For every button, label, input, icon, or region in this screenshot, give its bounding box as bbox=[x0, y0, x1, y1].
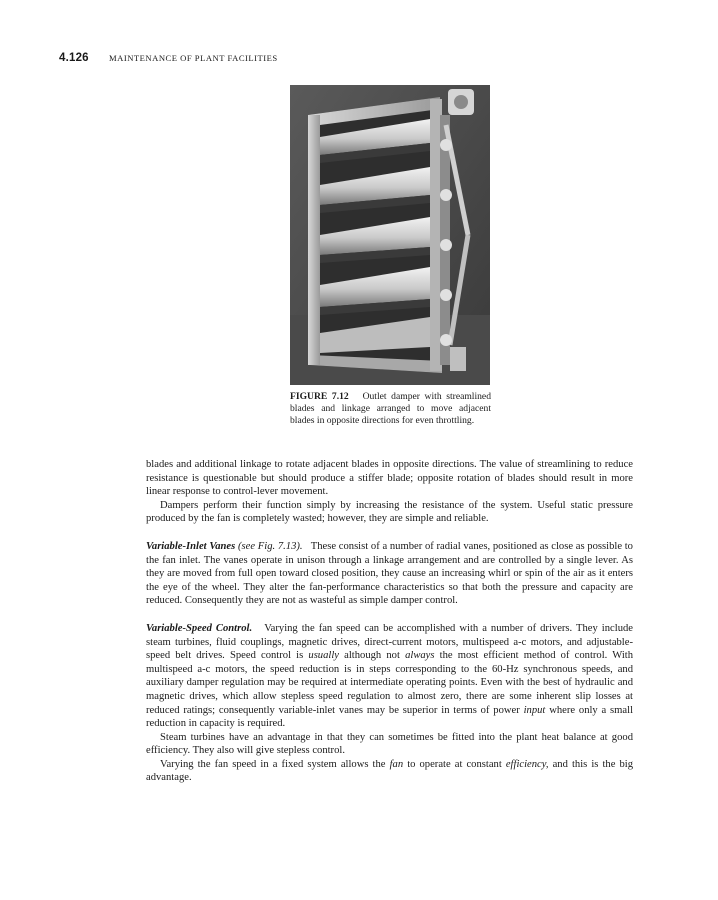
paragraph-dampers: Dampers perform their function simply by increasing the resistance of the system. Useful static pressure produced by the fan is completely wasted; however, they are simple and reliable. bbox=[146, 499, 633, 525]
figure-photo-outlet-damper bbox=[290, 85, 490, 385]
paragraph-fixed-system bbox=[146, 758, 633, 785]
body-text bbox=[146, 458, 633, 785]
page-number: 4.126 bbox=[59, 52, 89, 64]
figure-label: FIGURE 7.12 bbox=[290, 391, 349, 402]
speed-text-c: the most efficient method of control. With multispeed a-c motors, the speed reduction is in steps corresponding to the 60-Hz synchronous speeds, and auxiliary damper regulation may be required at intermediate operating points. Even with the best of hydraulic and magnetic drives, which allow stepless speed regulation to almost zero, there are some inherent slip losses at reduced ratings; consequently variable-inlet vanes may be superior in terms of power bbox=[146, 650, 634, 716]
emphasis-efficiency: efficiency, bbox=[505, 758, 549, 770]
fixed-text-c: and this is the big advantage. bbox=[146, 758, 634, 784]
emphasis-input: input bbox=[523, 704, 546, 716]
section-heading-variable-speed-control: Variable-Speed Control. bbox=[146, 622, 253, 634]
page-header bbox=[59, 52, 659, 68]
running-head: MAINTENANCE OF PLANT FACILITIES bbox=[109, 53, 278, 63]
figure-reference: (see Fig. 7.13). bbox=[238, 540, 303, 552]
paragraph-steam-turbines: Steam turbines have an advantage in that they can sometimes be fitted into the plant heat balance at good efficiency. They also will give stepless control. bbox=[146, 731, 633, 757]
fixed-text-a: Varying the fan speed in a fixed system allows the bbox=[160, 758, 386, 770]
speed-text-b: although not bbox=[344, 650, 400, 662]
section-heading-variable-inlet-vanes: Variable-Inlet Vanes bbox=[146, 540, 236, 552]
paragraph-streamlining: blades and additional linkage to rotate adjacent blades in opposite directions. The value of streamlining to reduce resistance is questionable but should produce a stiffer blade; opposite rotation of blades should result in more linear response to control-lever movement. bbox=[146, 459, 633, 498]
speed-text-a: Varying the fan speed can be accomplished with a number of drivers. They include steam turbines, fluid couplings, magnetic drives, direct-current motors, multispeed a-c motors, and adjustable-speed belt drives. Speed control is bbox=[146, 622, 633, 662]
paragraph-variable-inlet-vanes bbox=[146, 540, 633, 608]
damper-illustration bbox=[290, 85, 490, 385]
speed-text-d: where only a small reduction in capacity is required. bbox=[146, 704, 634, 730]
emphasis-usually: usually bbox=[308, 650, 339, 662]
emphasis-always: always bbox=[405, 650, 435, 662]
figure-caption bbox=[290, 391, 491, 427]
emphasis-fan: fan bbox=[389, 758, 404, 770]
paragraph-variable-speed-control bbox=[146, 622, 633, 731]
vanes-text: These consist of a number of radial vanes, positioned as close as possible to the fan inlet. The vanes operate in unison through a linkage arrangement and are controlled by a single lever. As they are moved from full open toward closed position, they cause an increasing whirl or spin of the air as it enters the eye of the wheel. They alter the fan-performance characteristics so that both the pressure and capacity are reduced. Consequently they are not as wasteful as simple damper control. bbox=[146, 540, 633, 607]
figure-caption-text: Outlet damper with streamlined blades and linkage arranged to move adjacent blades in opposite directions for even throttling. bbox=[290, 391, 491, 426]
fixed-text-b: to operate at constant bbox=[407, 758, 502, 770]
